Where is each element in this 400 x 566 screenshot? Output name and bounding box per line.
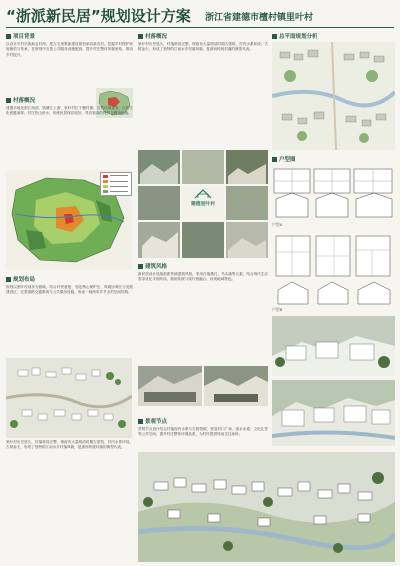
heading-square-icon	[138, 264, 143, 269]
type-a-drawings	[272, 165, 395, 221]
analysis-text: 建德市地处浙江西部，钱塘江上游，里叶村位于檀村镇，自然环境优美，历史文化底蕴深厚，村庄依山傍水，传统民居保存较好，具有较高的保护与利用价值。	[6, 106, 133, 116]
terrain-map-image	[6, 170, 132, 270]
housing-text: 新民居设计延续浙派传统建筑风格，采用白墙黛瓦、马头墙等元素，结合现代生活需求优化平面布局，做到传统与现代相融合，体现地域特色。	[138, 272, 268, 282]
aerial-render-svg	[138, 452, 395, 562]
master-plan-image	[272, 42, 395, 150]
poster-header	[0, 0, 400, 32]
street-photo-2	[204, 366, 268, 406]
heading-square-icon	[6, 277, 11, 282]
section-heading-planning: 规划布局	[6, 276, 35, 284]
village-aerial-plan	[6, 358, 132, 438]
poster-subtitle: 浙江省建德市檀村镇里叶村	[205, 13, 314, 23]
planning-text-2: 里叶村历史悠久，村落格局完整，保留有大量明清时期古建筑，村内水系环绕，古树参天，形成了独特的江南水乡村落风貌，是浙西传统村落的典型代表。	[6, 440, 133, 450]
section-heading-village: 村落概况	[6, 97, 35, 105]
section-heading-house-types: 户型图	[272, 156, 296, 164]
render-photo-2	[272, 380, 395, 446]
aerial-render	[138, 452, 395, 562]
village-logo-icon	[194, 188, 212, 200]
heading-square-icon	[272, 157, 277, 162]
render-photo-1	[272, 316, 395, 376]
section-heading-master-plan: 总平面规划分析	[272, 33, 318, 41]
heading-square-icon	[6, 34, 11, 39]
section-heading-housing: 建筑风格	[138, 263, 167, 271]
poster-title: “浙派新民居”规划设计方案	[6, 7, 191, 25]
map-legend-box	[100, 172, 132, 196]
render-photo-2-svg	[272, 380, 395, 446]
street-photo-1	[138, 366, 202, 406]
master-plan-svg	[272, 42, 395, 150]
section-heading-location: 项目背景	[6, 33, 35, 41]
type-b-svg	[272, 232, 395, 306]
render-photo-1-svg	[272, 316, 395, 376]
heading-square-icon	[6, 98, 11, 103]
planning-text: 规划以里叶村现状为基础，结合村民意愿，划定核心保护区、风貌协调区与发展建设区，完善道路交通系统与公共服务设施，形成一轴两带多节点的空间结构。	[6, 285, 133, 295]
heading-square-icon	[138, 34, 143, 39]
section-heading-landscape: 景观节点	[138, 418, 167, 426]
intro-text: 以设计乡村宗族新农村两，把古宅里集新建设规划承担新农村，挖掘乡村保护家庭相依与传承，在规划中完善公共服务设施配套，提升村庄整体风貌形象，推动乡村振兴。	[6, 42, 133, 57]
landscape-text: 景观节点设计结合村落现有水系与古树资源，营造村口广场、滨水步道、文化礼堂等公共空间，提升村庄整体环境品质，为村民提供休闲交往场所。	[138, 427, 268, 437]
heading-square-icon	[138, 419, 143, 424]
photo-collage	[138, 150, 268, 258]
section-heading-overview: 村落概况	[138, 33, 167, 41]
overview-text: 里叶村历史悠久，村落格局完整，保留有大量明清时期古建筑，村内水系环绕，古树参天，形成了独特的江南水乡村落风貌，是浙西传统村落的典型代表。	[138, 42, 268, 52]
village-aerial-svg	[6, 358, 132, 438]
street-photo-2-svg	[204, 366, 268, 406]
type-a-svg	[272, 165, 395, 221]
type-a-label: 户型A	[272, 222, 283, 227]
legend-swatch-svg	[101, 173, 131, 195]
type-b-plans	[272, 232, 395, 306]
street-photo-1-svg	[138, 366, 202, 406]
type-b-label: 户型B	[272, 307, 283, 312]
header-rule	[6, 27, 394, 28]
village-logo-text: 建德里叶村	[191, 202, 215, 207]
heading-square-icon	[272, 34, 277, 39]
